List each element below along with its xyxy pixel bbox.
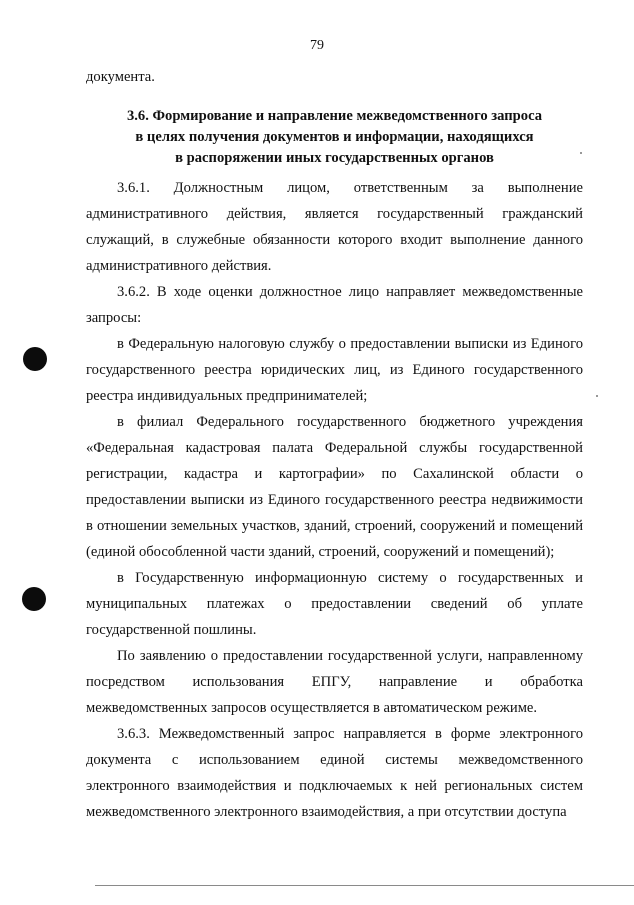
section-heading-line-2: в целях получения документов и информации, находящихся bbox=[135, 129, 534, 145]
document-body bbox=[86, 64, 583, 825]
scan-speck bbox=[580, 152, 582, 154]
paragraph-cadastral-chamber: в филиал Федерального государственного бюджетного учреждения «Федеральная кадастровая палата Федеральной службы государственной регистрации, кадастра и картографии» по Сахалинской области о предоставлении выписки из Единого государственного реестра недвижимости в отношении земельных участков, зданий, строений, сооружений и помещений (единой обособленной части зданий, строений, сооружений и помещений); bbox=[86, 414, 583, 560]
paragraph-tax-service: в Федеральную налоговую службу о предоставлении выписки из Единого государственного реестра юридических лиц, из Единого государственного реестра индивидуальных предпринимателей; bbox=[86, 336, 583, 404]
page-number: 79 bbox=[310, 38, 324, 53]
paragraph-3-6-3: 3.6.3. Межведомственный запрос направляется в форме электронного документа с использованием единой системы межведомственного электронного взаимодействия и подключаемых к ней региональных систем межведомственного электронного взаимодействия, а при отсутствии доступа bbox=[86, 726, 583, 820]
scan-edge-line bbox=[95, 885, 634, 886]
section-heading-line-1: 3.6. Формирование и направление межведомственного запроса bbox=[126, 108, 543, 124]
intro-line: документа. bbox=[86, 69, 155, 85]
section-heading-line-3: в распоряжении иных государственных органов bbox=[175, 150, 494, 166]
section-heading bbox=[86, 106, 583, 169]
punch-hole-upper bbox=[23, 347, 47, 371]
paragraph-3-6-2: 3.6.2. В ходе оценки должностное лицо направляет межведомственные запросы: bbox=[86, 284, 583, 326]
paragraph-3-6-1: 3.6.1. Должностным лицом, ответственным за выполнение административного действия, является государственный гражданский служащий, в служебные обязанности которого входит выполнение данного административного действия. bbox=[86, 180, 583, 274]
paragraph-payments-system: в Государственную информационную систему о государственных и муниципальных платежах о предоставлении сведений об уплате государственной пошлины. bbox=[86, 570, 583, 638]
punch-hole-lower bbox=[22, 587, 46, 611]
paragraph-epgu: По заявлению о предоставлении государственной услуги, направленному посредством использования ЕПГУ, направление и обработка межведомственных запросов осуществляется в автоматическом режиме. bbox=[86, 648, 583, 716]
scan-speck bbox=[596, 395, 598, 397]
